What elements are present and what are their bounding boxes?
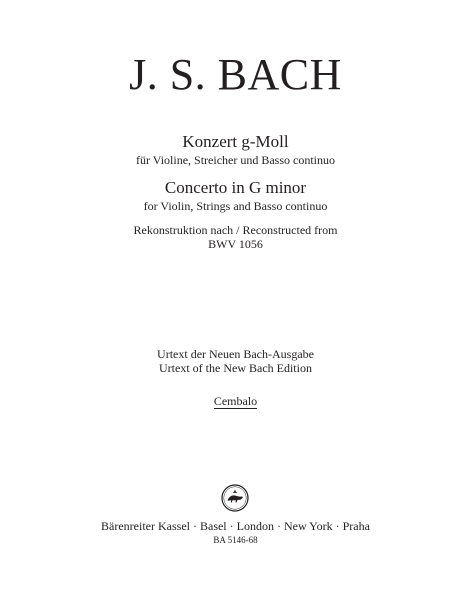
urtext-german: Urtext der Neuen Bach-Ausgabe: [157, 347, 314, 361]
composer-name: J. S. BACH: [129, 50, 342, 99]
reconstruction-note: Rekonstruktion nach / Reconstructed from: [133, 223, 338, 237]
catalog-number: BA 5146-68: [213, 535, 258, 545]
work-title-german: Konzert g-Moll: [182, 132, 289, 151]
part-name-label: Cembalo: [213, 394, 258, 408]
publisher-cities: Bärenreiter Kassel · Basel · London · New York · Praha: [101, 519, 370, 533]
bwv-number: BWV 1056: [208, 237, 263, 251]
scoring-german: für Violine, Streicher und Basso continuo: [135, 153, 336, 167]
urtext-english: Urtext of the New Bach Edition: [159, 361, 312, 375]
part-name: [0, 394, 471, 408]
scoring-english: for Violin, Strings and Basso continuo: [143, 199, 328, 213]
work-title-english: Concerto in G minor: [164, 178, 307, 197]
baerenreiter-logo-icon: [221, 484, 249, 512]
